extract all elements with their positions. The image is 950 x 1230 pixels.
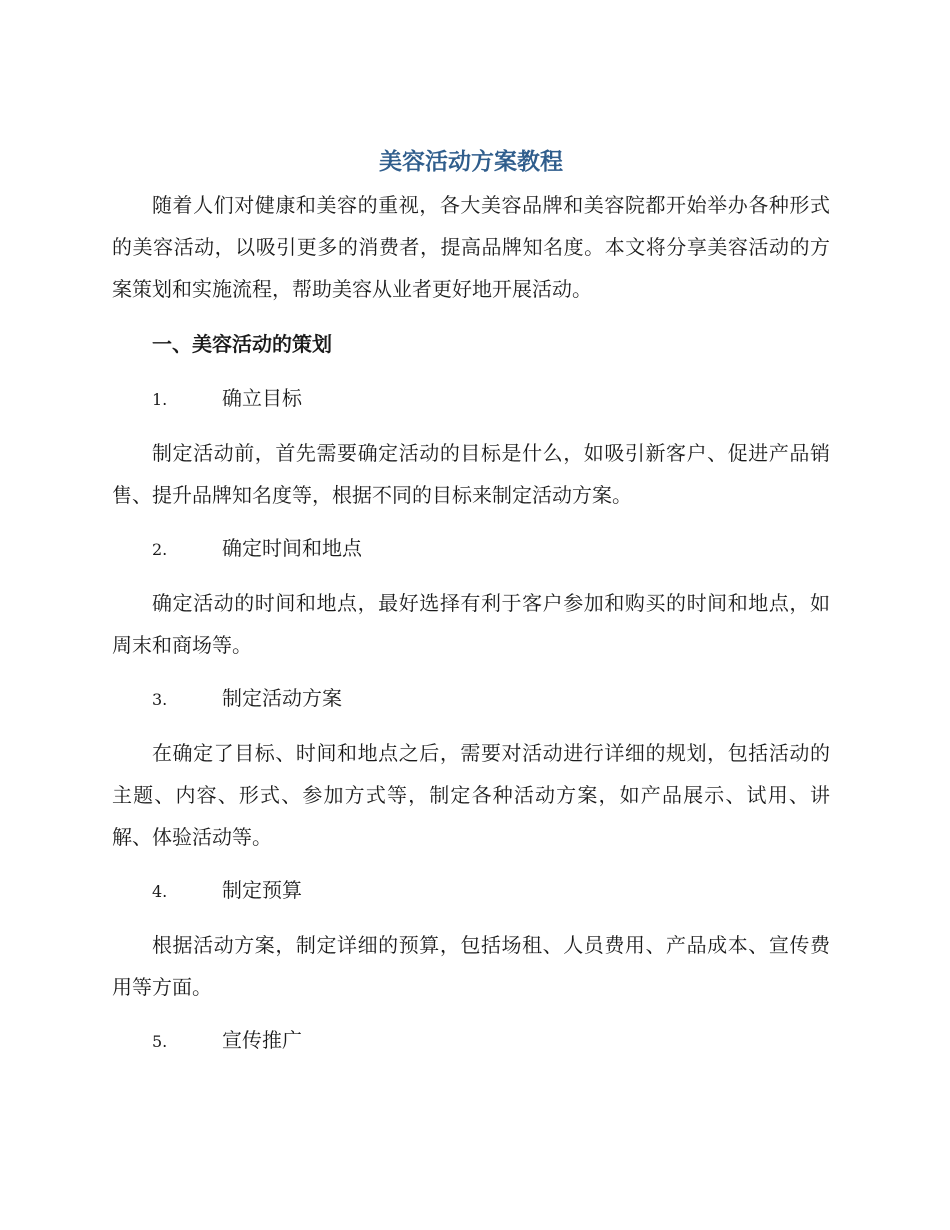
item-1-body: 制定活动前，首先需要确定活动的目标是什么，如吸引新客户、促进产品销售、提升品牌知名度等，根据不同的目标来制定活动方案。 [112,441,830,507]
list-label: 确立目标 [222,386,302,410]
list-item-5 [112,1018,830,1064]
list-number: 1. [152,390,168,409]
list-label: 制定预算 [222,878,302,902]
item-4-body: 根据活动方案，制定详细的预算，包括场租、人员费用、产品成本、宣传费用等方面。 [112,933,830,999]
item-2-body: 确定活动的时间和地点，最好选择有利于客户参加和购买的时间和地点，如周末和商场等。 [112,591,830,657]
list-item-3 [112,676,830,722]
list-item-4 [112,868,830,914]
list-label: 确定时间和地点 [222,536,362,560]
list-item-2 [112,526,830,572]
intro-paragraph: 随着人们对健康和美容的重视，各大美容品牌和美容院都开始举办各种形式的美容活动，以吸引更多的消费者，提高品牌知名度。本文将分享美容活动的方案策划和实施流程，帮助美容从业者更好地开展活动。 [112,193,830,301]
list-number: 2. [152,540,168,559]
list-number: 5. [152,1032,168,1051]
section-heading: 一、美容活动的策划 [152,332,332,356]
list-number: 3. [152,690,168,709]
item-3-body: 在确定了目标、时间和地点之后，需要对活动进行详细的规划，包括活动的主题、内容、形式、参加方式等，制定各种活动方案，如产品展示、试用、讲解、体验活动等。 [112,741,830,849]
list-label: 宣传推广 [222,1028,302,1052]
document-title: 美容活动方案教程 [379,149,563,175]
document-content [112,140,830,1064]
list-number: 4. [152,882,168,901]
list-label: 制定活动方案 [222,686,342,710]
list-item-1 [112,376,830,422]
